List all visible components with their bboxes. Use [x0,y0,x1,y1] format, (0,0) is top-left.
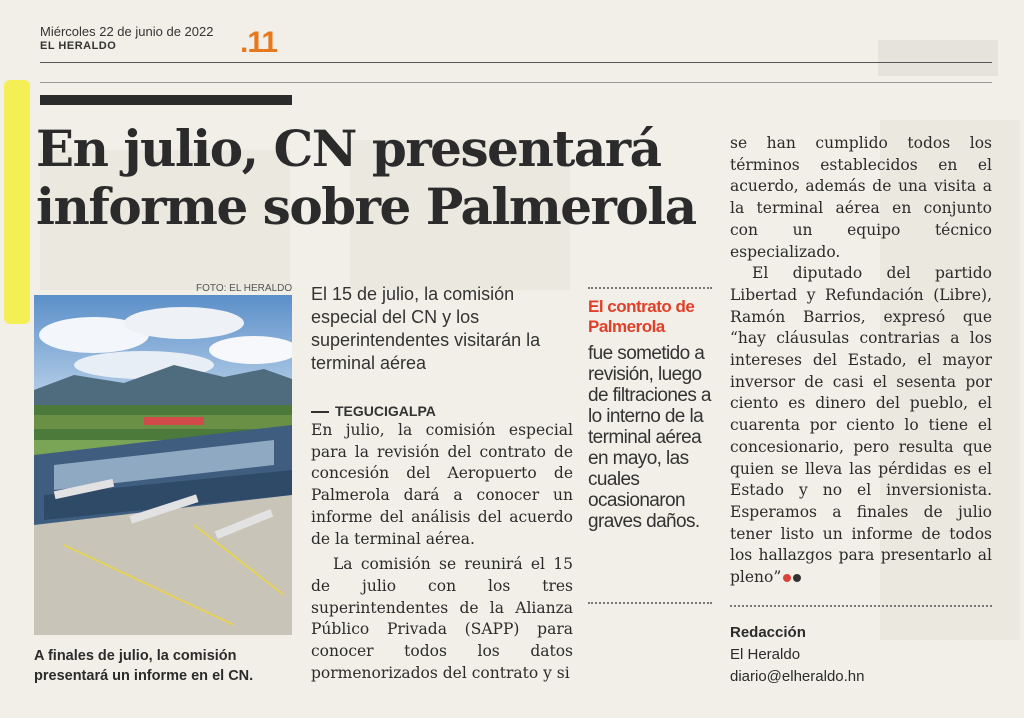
headline-line: informe sobre Palmerola [36,177,696,236]
quote-text: El diputado del partido Libertad y Refundación (Libre), Ramón Barrios, expresó que “hay cláusulas contrarias a los intereses del Estado, el mayor inversor de casi el sesenta por ciento es dinero del pueblo, el cuarenta por ciento lo tiene el concesionario, pero resulta que quien se lleva las pérdidas es el Estado y no el inversionista. Esperamos a finales de julio tener listo un informe de todos los hallazgos para presentarlo al pleno” [730,264,992,587]
byline [730,622,864,688]
end-mark-icon [793,574,801,582]
body-paragraph: se han cumplido todos los términos establecidos en el acuerdo, además de una visita a la terminal aérea en conjunto con un equipo técnico especializado. [730,134,992,261]
article-column-2 [311,420,573,684]
pull-quote-title: El contrato de Palmerola [588,297,695,336]
body-paragraph: En julio, la comisión especial para la revisión del contrato de concesión del Aeropuerto de Palmerola dará a conocer un informe del análisis del acuerdo de la terminal aérea. [311,421,573,548]
body-paragraph: La comisión se reunirá el 15 de julio con los tres superintendentes de la Alianza Público Privada (SAPP) para conocer todos los datos pormenorizados del contrato y si [311,555,573,682]
dateline: TEGUCIGALPA [311,403,436,419]
photo-caption: A finales de julio, la comisión presentará un informe en el CN. [34,648,254,684]
body-paragraph [730,263,992,589]
byline-email: diario@elheraldo.hn [730,668,865,685]
article-column-4 [730,133,992,589]
page-number: .11 [240,26,278,59]
bleed-through-shade [878,40,998,76]
pull-quote-rule-top [588,287,712,289]
headline-bar [40,95,292,105]
byline-label: Redacción [730,624,806,641]
pull-quote-rule-bottom [588,602,712,604]
byline-outlet: El Heraldo [730,646,801,663]
photo-credit: FOTO: EL HERALDO [196,283,293,294]
headline-line: En julio, CN presentará [36,119,661,178]
airport-photo [34,295,292,635]
issue-date: Miércoles 22 de junio de 2022 [40,24,214,39]
pull-quote-text: fue sometido a revisión, luego de filtraciones a lo interno de la terminal aérea en mayo, las cuales ocasionaron graves daños. [588,343,711,532]
headline [36,120,736,236]
header-rule [40,62,992,63]
publication-name: EL HERALDO [40,40,117,52]
highlighter-mark [4,80,30,324]
byline-rule [730,605,992,607]
subheadline: El 15 de julio, la comisión especial del CN y los superintendentes visitarán la terminal aérea [311,284,541,373]
section-rule [40,82,992,83]
end-mark-icon [783,574,791,582]
